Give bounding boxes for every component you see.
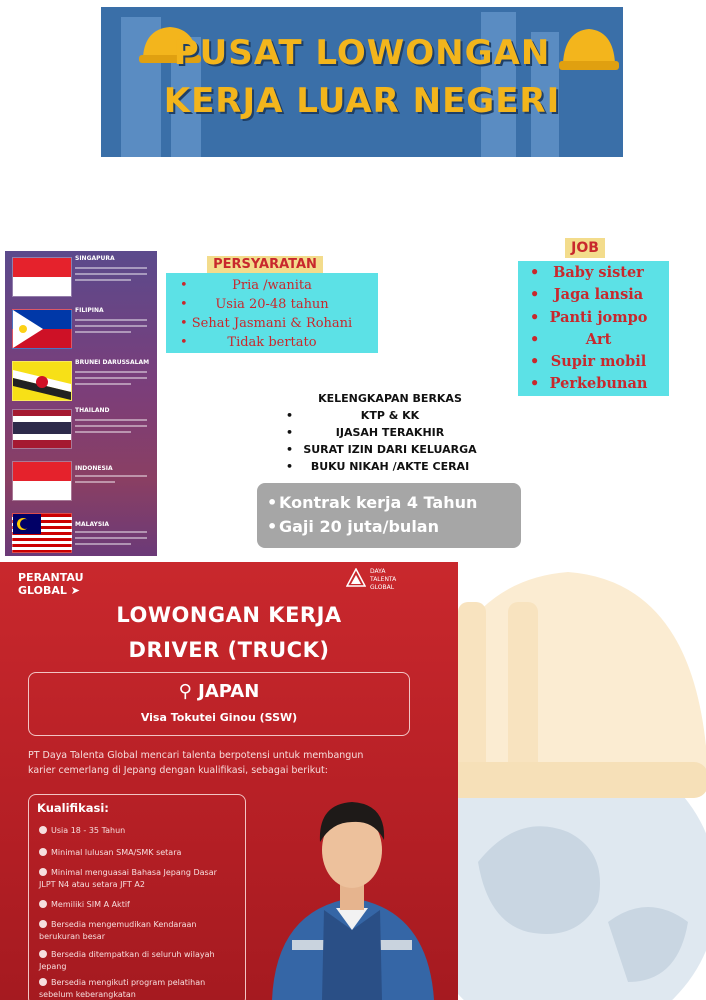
location-name: ⚲ JAPAN <box>178 681 260 702</box>
requirements-box <box>166 273 378 353</box>
job-title: JOB <box>565 238 605 258</box>
country-row <box>5 455 157 507</box>
country-row <box>5 355 157 407</box>
country-name: BRUNEI DARUSSALAM <box>75 359 150 366</box>
qualifications-title: Kualifikasi: <box>37 801 109 815</box>
malaysia-flag-icon <box>12 513 72 553</box>
globe-bullet-icon <box>39 978 47 986</box>
list-item: Memiliki SIM A Aktif <box>39 899 235 911</box>
list-item: • Usia 20-48 tahun <box>166 295 378 314</box>
country-row <box>5 251 157 303</box>
list-item: • Perkebunan <box>518 373 669 395</box>
globe-bullet-icon <box>39 920 47 928</box>
list-item: • Sehat Jasmani & Rohani <box>166 314 378 333</box>
list-item: Usia 18 - 35 Tahun <box>39 825 235 837</box>
documents-title: KELENGKAPAN BERKAS <box>318 392 462 405</box>
country-name: FILIPINA <box>75 307 104 314</box>
globe-bullet-icon <box>39 826 47 834</box>
poster-subtitle: DRIVER (TRUCK) <box>128 638 330 662</box>
globe-bullet-icon <box>39 900 47 908</box>
contract-box <box>257 483 521 548</box>
requirements-title: PERSYARATAN <box>207 256 323 274</box>
perantau-global-logo: PERANTAU GLOBAL ➤ <box>18 571 84 597</box>
countries-panel <box>5 251 157 556</box>
country-row <box>5 507 157 559</box>
salary-line: • Gaji 20 juta/bulan <box>257 515 521 539</box>
list-item: Bersedia mengikuti program pelatihan sebelum keberangkatan <box>39 978 206 999</box>
helmet-globe-illustration <box>458 562 706 1000</box>
visa-type: Visa Tokutei Ginou (SSW) <box>140 711 298 724</box>
list-item: Minimal lulusan SMA/SMK setara <box>39 847 235 859</box>
header-banner <box>101 7 623 157</box>
list-item: • Jaga lansia <box>518 284 669 306</box>
list-item: • BUKU NIKAH /AKTE CERAI <box>270 458 510 475</box>
intro-text: PT Daya Talenta Global mencari talenta berpotensi untuk membangun karier cemerlang di Jepang dengan kualifikasi, sebagai berikut: <box>28 750 364 776</box>
poster-title: LOWONGAN KERJA <box>116 603 342 627</box>
daya-talenta-logo-icon <box>346 568 366 588</box>
list-item: • Tidak bertato <box>166 333 378 352</box>
contract-line: • Kontrak kerja 4 Tahun <box>257 491 521 515</box>
list-item: • Panti jompo <box>518 307 669 329</box>
qualifications-box <box>28 794 246 1000</box>
banner-line-2: KERJA LUAR NEGERI <box>163 81 561 121</box>
indonesia-flag-icon <box>12 461 72 501</box>
list-item: Bersedia mengemudikan Kendaraan berukuran besar <box>39 920 197 941</box>
driver-photo <box>262 780 442 1000</box>
list-item: Bersedia ditempatkan di seluruh wilayah Jepang <box>39 950 215 971</box>
globe-bullet-icon <box>39 950 47 958</box>
daya-talenta-brand: DAYA TALENTA GLOBAL <box>370 568 397 591</box>
globe-bullet-icon <box>39 848 47 856</box>
paper-plane-icon: ➤ <box>70 584 80 597</box>
job-box <box>518 261 669 396</box>
documents-section <box>270 390 510 475</box>
country-name: THAILAND <box>75 407 110 414</box>
country-row <box>5 403 157 455</box>
list-item: • Pria /wanita <box>166 276 378 295</box>
country-name: MALAYSIA <box>75 521 110 528</box>
country-name: INDONESIA <box>75 465 113 472</box>
list-item: • SURAT IZIN DARI KELUARGA <box>270 441 510 458</box>
country-name: SINGAPURA <box>75 255 115 262</box>
banner-line-1: PUSAT LOWONGAN <box>173 33 551 73</box>
map-pin-icon: ⚲ <box>178 681 192 702</box>
country-row <box>5 303 157 355</box>
list-item: • Art <box>518 329 669 351</box>
brunei-flag-icon <box>12 361 72 401</box>
list-item: • KTP & KK <box>270 407 510 424</box>
list-item: • IJASAH TERAKHIR <box>270 424 510 441</box>
list-item: • Baby sister <box>518 262 669 284</box>
location-box <box>28 672 410 736</box>
list-item: Minimal menguasai Bahasa Jepang Dasar JLPT N4 atau setara JFT A2 <box>39 868 217 889</box>
globe-bullet-icon <box>39 868 47 876</box>
philippines-flag-icon <box>12 309 72 349</box>
job-poster <box>0 562 458 1000</box>
thailand-flag-icon <box>12 409 72 449</box>
singapore-flag-icon <box>12 257 72 297</box>
list-item: • Supir mobil <box>518 351 669 373</box>
